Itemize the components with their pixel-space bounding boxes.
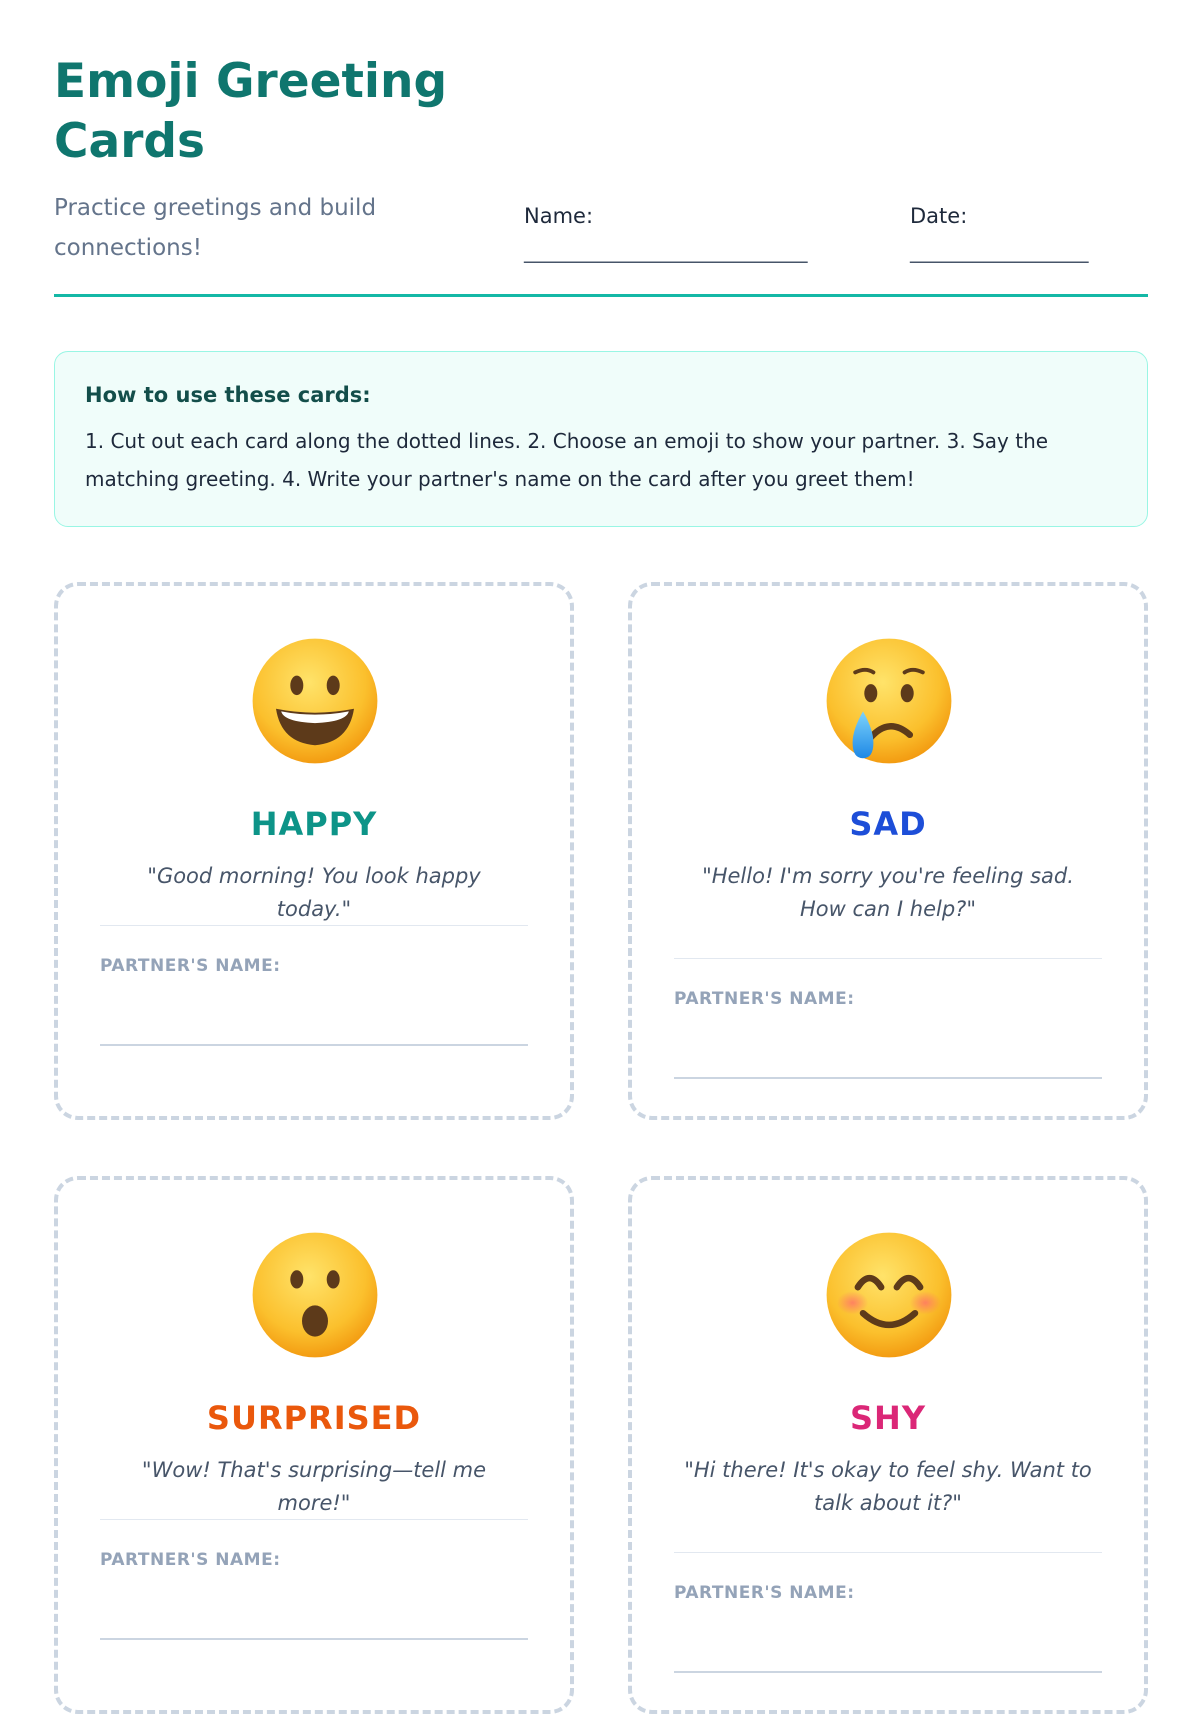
greeting-text: "Wow! That's surprising—tell me more!"	[141, 1458, 487, 1515]
instructions-text: 1. Cut out each card along the dotted lines. 2. Choose an emoji to show your partner. 3. Say the matching greeting. 4. Write your partner's name on the card after you greet them!	[85, 429, 1049, 491]
card-shy	[628, 1176, 1148, 1714]
card-divider	[100, 925, 528, 926]
smiling-blushing-face-icon	[824, 1230, 954, 1360]
mood-label: HAPPY	[250, 805, 378, 843]
partner-name-line[interactable]	[100, 1638, 528, 1640]
card-divider	[674, 958, 1102, 959]
mood-label: SAD	[849, 805, 927, 843]
page-subtitle: Practice greetings and build connections!	[54, 195, 377, 261]
greeting-text: "Good morning! You look happy today."	[147, 864, 481, 921]
card-happy	[54, 582, 574, 1120]
partner-name-label: PARTNER'S NAME:	[100, 956, 281, 976]
grinning-face-icon	[250, 636, 380, 766]
name-label: Name:	[524, 204, 594, 228]
card-divider	[674, 1552, 1102, 1553]
card-sad	[628, 582, 1148, 1120]
date-label: Date:	[910, 204, 968, 228]
worksheet-header	[54, 52, 1148, 298]
crying-face-icon	[824, 636, 954, 766]
partner-name-line[interactable]	[674, 1671, 1102, 1673]
instructions-box	[54, 351, 1148, 527]
partner-name-line[interactable]	[674, 1077, 1102, 1079]
page-title: Emoji Greeting Cards	[54, 54, 448, 169]
mood-label: SHY	[850, 1399, 926, 1437]
date-blank-line: _________________	[910, 239, 1089, 263]
card-grid	[54, 582, 1148, 1603]
greeting-text: "Hi there! It's okay to feel shy. Want to talk about it?"	[684, 1458, 1092, 1515]
instructions-title: How to use these cards:	[85, 383, 371, 407]
partner-name-line[interactable]	[100, 1044, 528, 1046]
name-blank-line: ___________________________	[524, 239, 808, 263]
card-surprised	[54, 1176, 574, 1714]
hushed-face-icon	[250, 1230, 380, 1360]
greeting-text: "Hello! I'm sorry you're feeling sad. How can I help?"	[702, 864, 1074, 921]
header-divider	[54, 294, 1148, 297]
partner-name-label: PARTNER'S NAME:	[674, 989, 855, 1009]
date-field	[910, 200, 1089, 266]
name-field	[524, 200, 808, 266]
partner-name-label: PARTNER'S NAME:	[100, 1550, 281, 1570]
partner-name-label: PARTNER'S NAME:	[674, 1583, 855, 1603]
mood-label: SURPRISED	[206, 1399, 422, 1437]
card-divider	[100, 1519, 528, 1520]
